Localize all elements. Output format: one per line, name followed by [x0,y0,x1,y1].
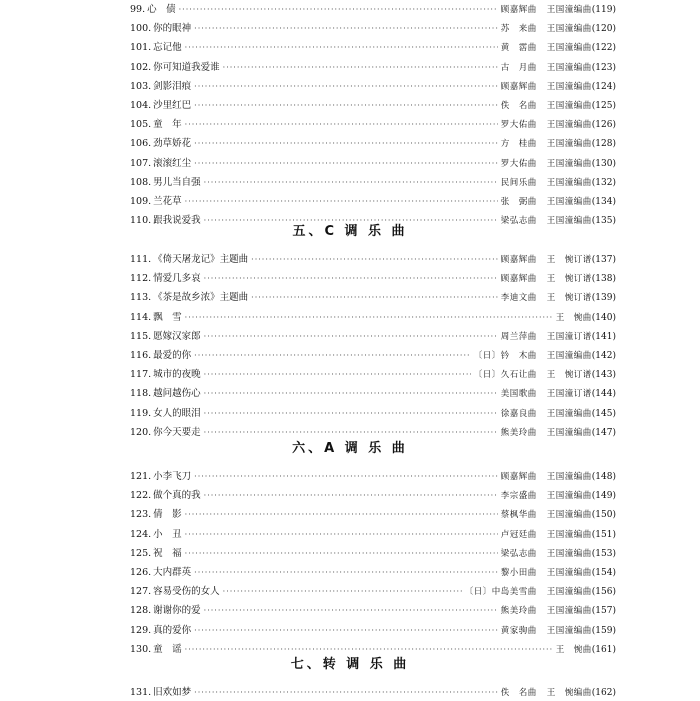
entry-title: 跟我说爱我 [153,215,201,227]
entry-arranger: 王国潼编曲 [546,548,592,559]
entry-number: 131. [130,687,152,698]
toc-entry[interactable] [130,565,616,581]
dot-leader [223,584,462,600]
entry-composer: 顾嘉辉曲 [500,472,537,482]
entry-arranger: 王 惋订谱 [546,293,592,304]
entry-composer: 周兰萍曲 [500,331,537,342]
entry-composer: 黄家驹曲 [500,625,537,636]
entry-composer: 顾嘉辉曲 [500,81,537,92]
entry-title: 《茶是故乡浓》主题曲 [153,292,249,304]
entry-number: 124. [130,528,152,540]
dot-leader [194,136,498,152]
toc-entry[interactable] [130,329,616,345]
entry-page-number: (151) [591,529,616,540]
entry-page-number: (154) [591,568,616,578]
toc-entry[interactable] [130,603,616,619]
entry-title: 祝 福 [153,547,182,559]
dot-leader [204,406,498,422]
entry-title: 城市的夜晚 [153,369,201,381]
entry-arranger: 王国潼编曲 [546,351,592,361]
entry-page-number: (132) [591,177,616,188]
entry-composer: 罗大佑曲 [500,120,537,131]
entry-composer: 佚 名曲 [500,688,537,698]
entry-number: 100. [130,23,152,35]
dot-leader [194,685,498,701]
dot-leader [185,546,498,562]
section-heading: 六、A 调 乐 曲 [292,441,408,456]
entry-number: 107. [130,157,152,169]
entry-arranger: 王 惋订谱 [546,274,592,285]
entry-title: 真的爱你 [153,624,192,636]
entry-page-number: (142) [591,351,616,361]
entry-title: 做个真的我 [153,490,201,502]
entry-arranger: 王 惋编曲 [546,688,592,698]
entry-page-number: (123) [591,62,616,73]
entry-title: 倩 影 [153,509,182,521]
entry-composer: 苏 来曲 [500,24,537,35]
entry-title: 滚滚红尘 [153,157,192,169]
toc-entry[interactable] [130,386,616,402]
entry-page-number: (150) [591,510,616,521]
toc-entry[interactable] [130,175,616,191]
entry-number: 109. [130,196,152,207]
section-heading: 五、C 调 乐 曲 [292,224,408,239]
toc-entry[interactable] [130,527,616,543]
entry-number: 113. [130,292,152,304]
entry-page-number: (122) [591,43,616,54]
entry-arranger: 王国潼编曲 [546,491,592,502]
toc-entry[interactable] [130,488,616,504]
toc-entry[interactable] [130,194,616,210]
entry-title: 容易受伤的女人 [153,586,220,598]
entry-composer: 〔日〕中岛美雪曲 [464,587,537,598]
entry-arranger: 王国潼编曲 [546,62,592,73]
toc-entry[interactable] [130,310,616,326]
dot-leader [204,488,498,504]
toc-entry[interactable] [130,252,616,268]
entry-title: 飘 雪 [153,311,182,323]
dot-leader [179,2,498,18]
entry-arranger: 王国潼编曲 [546,216,592,227]
entry-title: 剑影泪痕 [153,80,192,92]
entry-arranger: 王国潼编曲 [546,101,592,111]
entry-title: 男儿当自强 [153,176,201,188]
entry-composer: 黄 霑曲 [500,43,537,54]
entry-page-number: (144) [591,389,616,400]
entry-title: 愿嫁汉家郎 [153,330,201,342]
entry-title: 小李飞刀 [153,471,192,482]
entry-title: 童 年 [153,119,182,131]
entry-arranger: 王国潼编曲 [546,529,592,540]
entry-number: 130. [130,643,152,655]
dot-leader [194,348,471,364]
entry-page-number: (128) [591,139,616,150]
toc-entry[interactable] [130,367,616,383]
entry-number: 122. [130,490,152,502]
entry-composer: 罗大佑曲 [500,158,537,169]
entry-page-number: (157) [591,606,616,617]
entry-number: 99. [130,4,146,15]
toc-entry[interactable] [130,79,616,95]
entry-arranger: 王国潼编曲 [546,43,592,54]
entry-composer: 熊美玲曲 [500,427,537,438]
dot-leader [204,603,498,619]
entry-number: 105. [130,119,152,131]
entry-composer: 李迪文曲 [500,293,537,304]
dot-leader [204,367,471,383]
entry-arranger: 王国潼编曲 [546,510,592,521]
entry-number: 121. [130,471,152,482]
entry-page-number: (159) [591,625,616,636]
entry-title: 最爱的你 [153,350,192,361]
entry-title: 你今天要走 [153,426,201,438]
entry-composer: 徐嘉良曲 [500,408,537,419]
entry-composer: 佚 名曲 [500,101,537,111]
entry-page-number: (139) [591,293,616,304]
entry-page-number: (148) [591,472,616,482]
entry-composer: 梁弘志曲 [500,548,537,559]
dot-leader [204,271,498,287]
toc-entry[interactable] [130,60,616,76]
toc-entry[interactable] [130,117,616,133]
entry-number: 120. [130,426,152,438]
entry-composer: 张 弼曲 [500,197,537,207]
entry-arranger: 王国潼编曲 [546,139,592,150]
entry-page-number: (147) [591,427,616,438]
entry-page-number: (125) [591,101,616,111]
entry-number: 128. [130,605,152,617]
entry-composer: 熊美玲曲 [500,606,537,617]
dot-leader [185,40,498,56]
entry-number: 123. [130,509,152,521]
entry-title: 大内群英 [153,567,192,578]
entry-composer: 顾嘉辉曲 [500,274,537,285]
dot-leader [194,21,498,37]
entry-arranger: 王国潼编曲 [546,472,592,482]
toc-entry[interactable] [130,21,616,37]
entry-number: 127. [130,586,152,598]
section-heading: 七、转 调 乐 曲 [290,657,410,672]
dot-leader [204,175,498,191]
entry-arranger: 王国潼编曲 [546,197,592,207]
entry-title: 忘记他 [153,42,182,54]
entry-page-number: (126) [591,120,616,131]
entry-composer: 顾嘉辉曲 [500,5,537,15]
entry-title: 情爱几多哀 [153,273,201,285]
entry-arranger: 王国潼编曲 [546,625,592,636]
toc-entry[interactable] [130,507,616,523]
entry-arranger: 王国潼订谱 [546,331,592,342]
entry-title: 心 债 [147,4,176,15]
entry-page-number: (149) [591,491,616,502]
dot-leader [251,252,498,268]
entry-arranger: 王国潼编曲 [546,120,592,131]
entry-arranger: 王 惋曲 [555,312,592,323]
dot-leader [223,60,498,76]
entry-arranger: 王 惋订谱 [546,370,592,381]
entry-number: 104. [130,100,152,111]
entry-composer: 美国歌曲 [500,389,537,400]
entry-composer: 李宗盛曲 [500,491,537,502]
entry-arranger: 王国潼订谱 [546,389,592,400]
entry-number: 119. [130,407,152,419]
toc-entry[interactable] [130,156,616,172]
entry-number: 101. [130,42,152,54]
entry-number: 110. [130,215,152,227]
entry-composer: 古 月曲 [500,62,537,73]
dot-leader [204,386,498,402]
toc-entry[interactable] [130,98,616,114]
entry-title: 童 谣 [153,643,182,655]
dot-leader [185,194,498,210]
entry-arranger: 王国潼编曲 [546,568,592,578]
entry-page-number: (135) [591,216,616,227]
entry-composer: 卢冠廷曲 [500,529,537,540]
entry-page-number: (153) [591,548,616,559]
entry-page-number: (141) [591,331,616,342]
entry-title: 你的眼神 [153,23,192,35]
toc-entry[interactable] [130,406,616,422]
entry-arranger: 王国潼编曲 [546,408,592,419]
entry-page-number: (119) [591,5,616,15]
toc-entry[interactable] [130,546,616,562]
entry-page-number: (138) [591,274,616,285]
entry-arranger: 王国潼编曲 [546,158,592,169]
entry-page-number: (137) [591,255,616,265]
entry-title: 沙里红巴 [153,100,192,111]
entry-number: 108. [130,176,152,188]
dot-leader [185,117,498,133]
entry-number: 116. [130,350,152,361]
entry-number: 125. [130,547,152,559]
entry-title: 劲草娇花 [153,138,192,150]
entry-number: 103. [130,80,152,92]
entry-page-number: (143) [591,370,616,381]
entry-composer: 顾嘉辉曲 [500,255,537,265]
entry-composer: 〔日〕久石让曲 [473,370,537,381]
entry-composer: 民间乐曲 [500,177,537,188]
dot-leader [194,79,498,95]
entry-page-number: (120) [591,24,616,35]
entry-number: 115. [130,330,152,342]
dot-leader [185,527,498,543]
entry-number: 129. [130,624,152,636]
entry-page-number: (140) [591,312,616,323]
entry-page-number: (156) [591,587,616,598]
entry-title: 旧欢如梦 [153,687,192,698]
toc-entry[interactable] [130,40,616,56]
toc-entry[interactable] [130,348,616,364]
entry-title: 兰花草 [153,196,182,207]
entry-title: 你可知道我爱谁 [153,61,220,73]
entry-title: 越问越伤心 [153,388,201,400]
entry-arranger: 王国潼编曲 [546,427,592,438]
toc-entry[interactable] [130,271,616,287]
dot-leader [185,310,553,326]
toc-entry[interactable] [130,469,616,485]
entry-arranger: 王 惋曲 [555,644,592,655]
entry-title: 小 丑 [153,528,182,540]
entry-number: 111. [130,254,152,265]
dot-leader [194,565,498,581]
dot-leader [194,98,498,114]
entry-page-number: (161) [591,644,616,655]
entry-composer: 方 桂曲 [500,139,537,150]
entry-arranger: 王国潼编曲 [546,177,592,188]
toc-entry[interactable] [130,623,616,639]
entry-number: 102. [130,61,152,73]
entry-composer: 梁弘志曲 [500,216,537,227]
entry-composer: 蔡枫华曲 [500,510,537,521]
toc-entry[interactable] [130,685,616,701]
dot-leader [194,156,498,172]
entry-page-number: (124) [591,81,616,92]
entry-title: 《倚天屠龙记》主题曲 [153,254,249,265]
entry-arranger: 王国潼编曲 [546,587,592,598]
entry-page-number: (145) [591,408,616,419]
entry-number: 114. [130,311,152,323]
dot-leader [194,623,498,639]
entry-number: 106. [130,138,152,150]
dot-leader [185,507,498,523]
dot-leader [194,469,498,485]
entry-arranger: 王国潼编曲 [546,5,592,15]
entry-page-number: (134) [591,197,616,207]
entry-arranger: 王国潼编曲 [546,24,592,35]
entry-arranger: 王 惋订谱 [546,255,592,265]
entry-page-number: (162) [591,688,616,698]
entry-number: 118. [130,388,152,400]
entry-composer: 黎小田曲 [500,568,537,578]
entry-number: 112. [130,273,152,285]
dot-leader [204,329,498,345]
toc-entry[interactable] [130,2,616,18]
toc-entry[interactable] [130,290,616,306]
dot-leader [251,290,498,306]
entry-number: 117. [130,369,152,381]
toc-entry[interactable] [130,584,616,600]
entry-arranger: 王国潼编曲 [546,606,592,617]
entry-title: 谢谢你的爱 [153,605,201,617]
entry-arranger: 王国潼编曲 [546,81,592,92]
entry-page-number: (130) [591,158,616,169]
entry-composer: 〔日〕钤 木曲 [473,351,537,361]
entry-title: 女人的眼泪 [153,407,201,419]
entry-number: 126. [130,567,152,578]
toc-entry[interactable] [130,136,616,152]
